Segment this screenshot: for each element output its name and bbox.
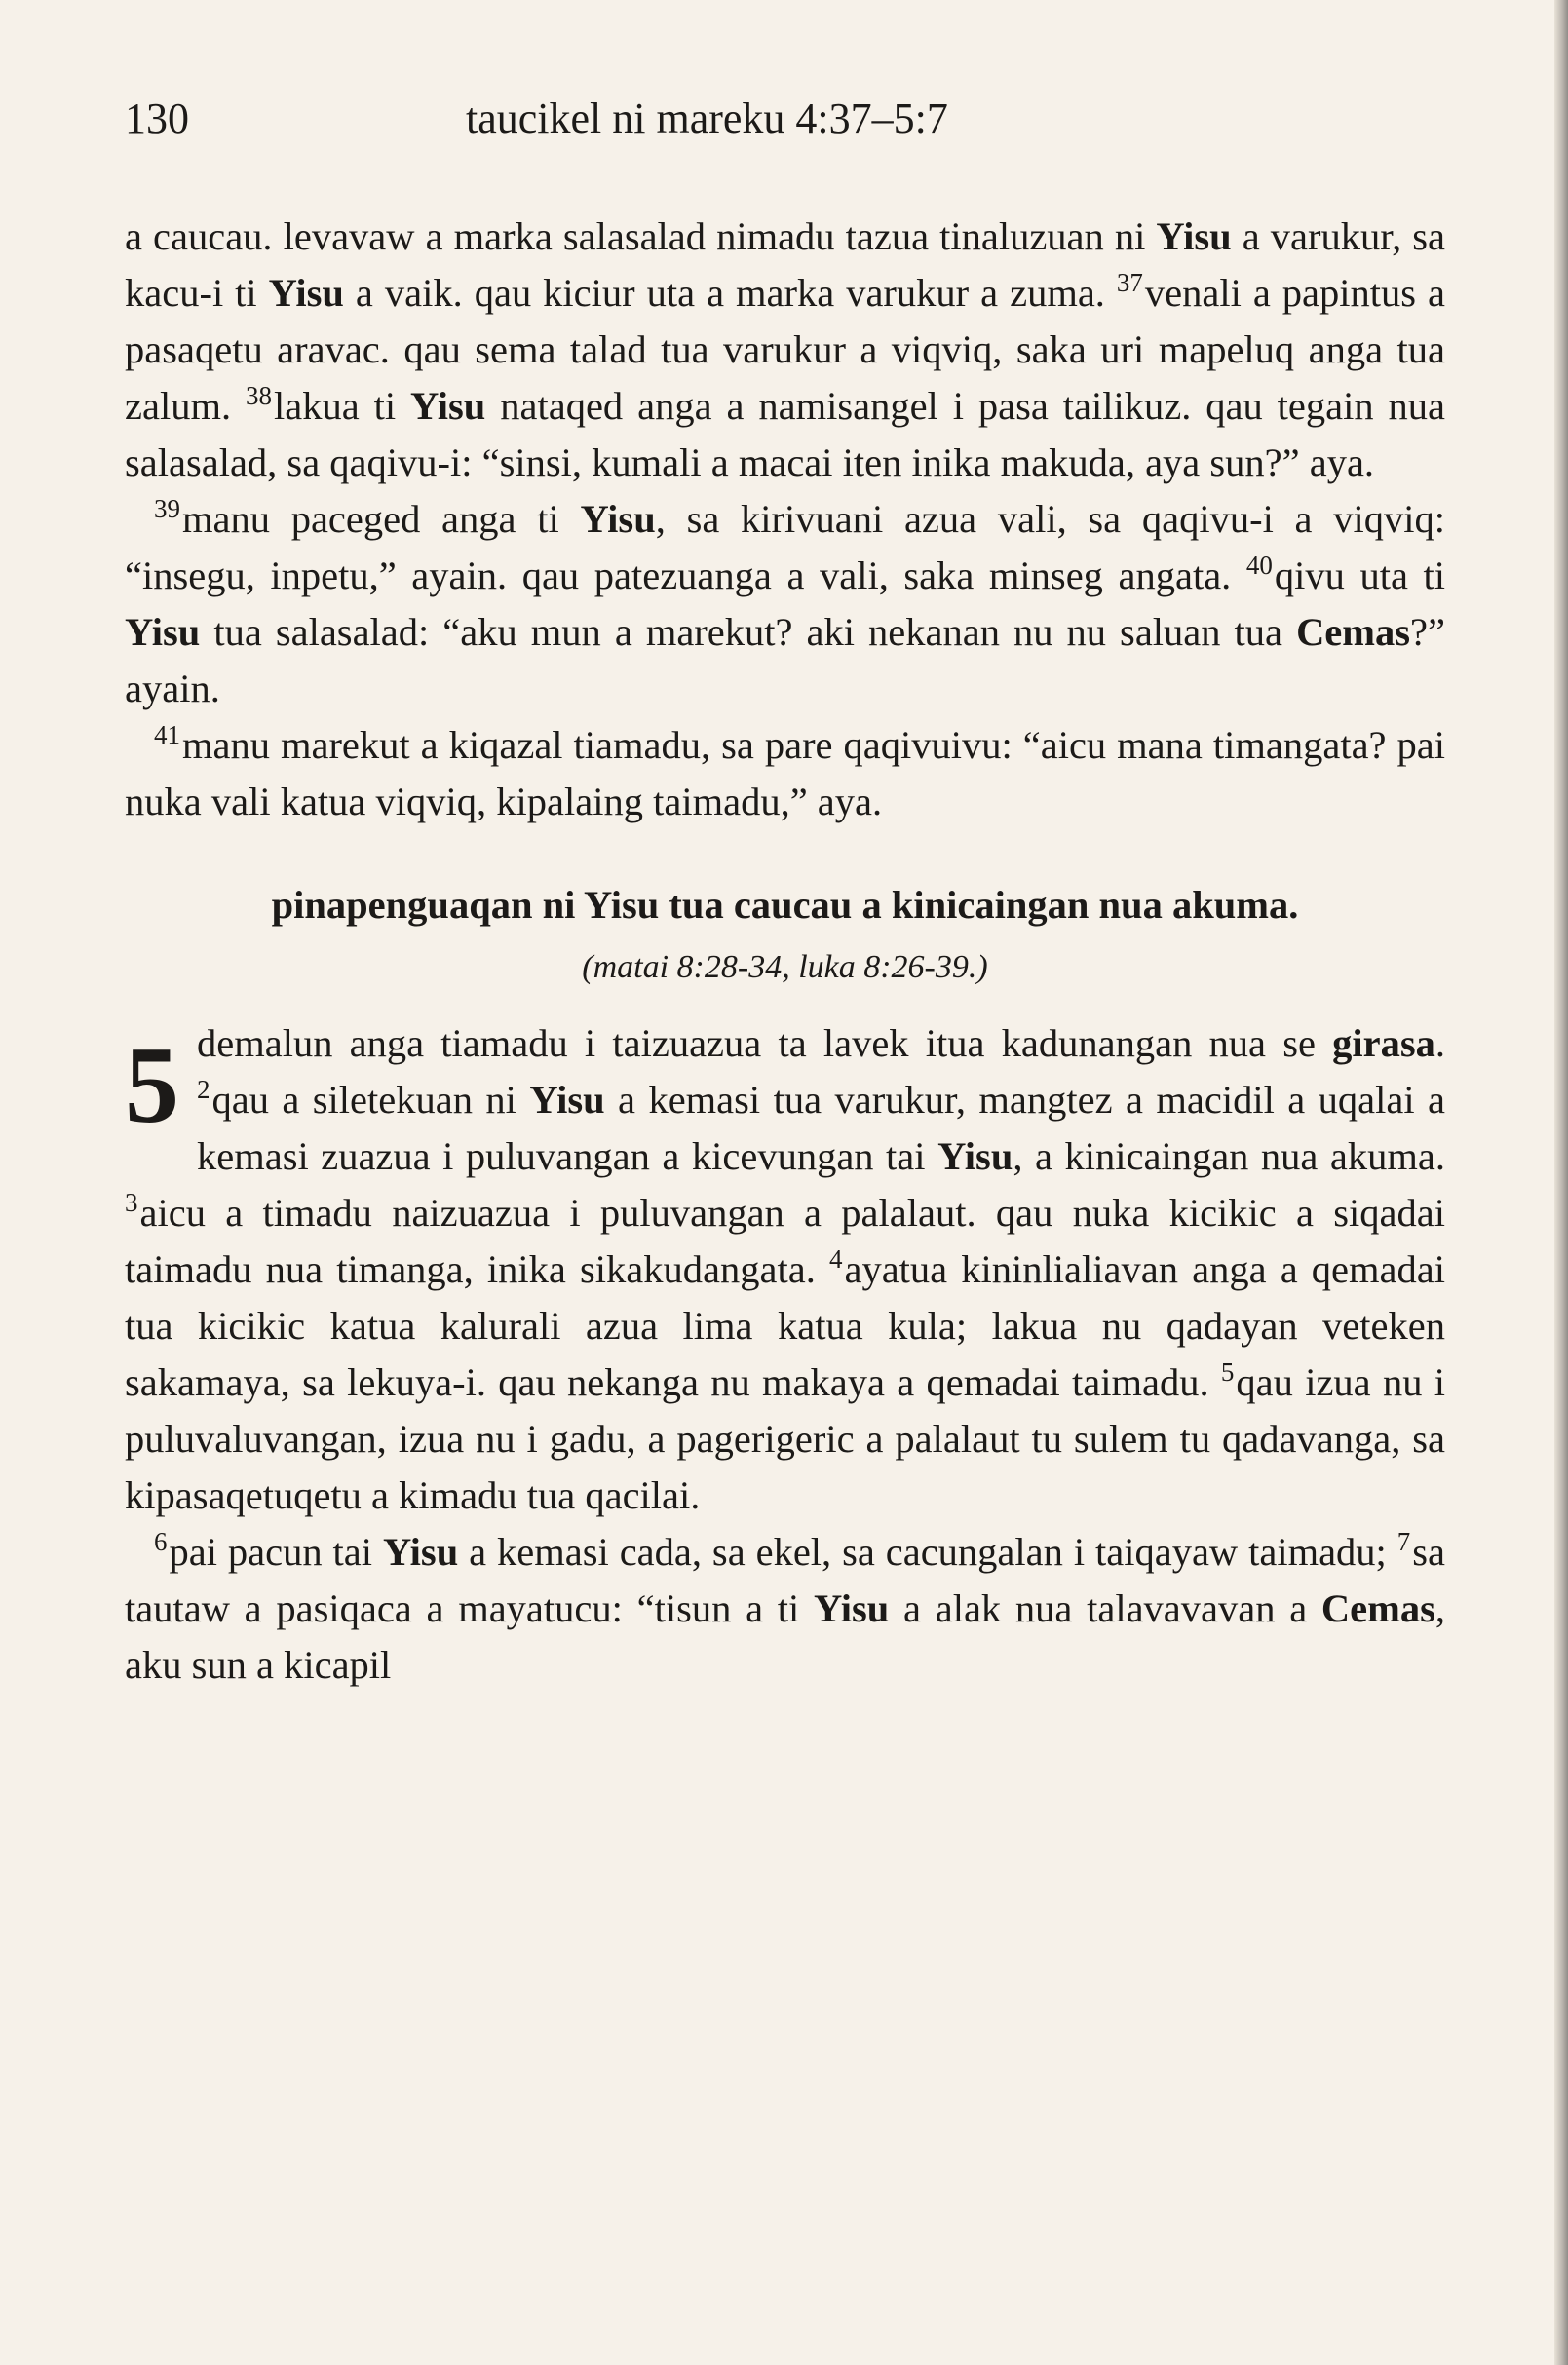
- bold-name: girasa: [1332, 1021, 1435, 1065]
- paragraph: [125, 1524, 1445, 1694]
- verse-number: 41: [154, 720, 180, 750]
- verse-number: 38: [246, 381, 272, 411]
- text-run: a kemasi cada, sa ekel, sa cacungalan i taiqayaw taimadu;: [458, 1530, 1397, 1574]
- page-body: [125, 209, 1445, 1694]
- verse-number: 2: [197, 1075, 210, 1105]
- bold-name: Yisu: [814, 1586, 890, 1630]
- parallel-references: (matai 8:28-34, luka 8:26-39.): [582, 949, 988, 985]
- verse-number: 6: [154, 1527, 168, 1557]
- page-number: 130: [125, 95, 189, 142]
- text-run: qau izua nu i puluvaluvangan, izua nu i gadu, a pagerigeric a palalaut tu sulem tu qadavanga, sa kipasaqetuqetu a kimadu tua qacilai.: [125, 1360, 1446, 1517]
- paragraph: [125, 491, 1445, 717]
- verse-number: 7: [1396, 1527, 1411, 1557]
- text-run: a caucau. levavaw a marka salasalad nimadu tazua tinaluzuan ni: [125, 214, 1157, 258]
- text-run: , sa kirivuani azua vali, sa qaqivu-i a viqviq: “insegu, inpetu,” ayain. qau patezuanga a vali, saka minseg angata.: [125, 497, 1445, 597]
- text-run: nataqed anga a namisangel i pasa tailikuz. qau tegain nua salasalad, sa qaqivu-i: “sinsi, kumali a macai iten inika makuda, aya sun?” aya.: [125, 384, 1445, 484]
- text-run: aicu a timadu naizuazua i puluvangan a palalaut. qau nuka kicikic a siqadai taimadu nua timanga, inika sikakudangata.: [125, 1191, 1445, 1291]
- text-run: venali a papintus a pasaqetu aravac. qau sema talad tua varukur a viqviq, saka uri mapeluq anga tua zalum.: [125, 271, 1445, 428]
- text-run: demalun anga tiamadu i taizuazua ta lavek itua kadunangan nua se: [197, 1021, 1333, 1065]
- paragraph: [125, 209, 1445, 491]
- text-run: , a kinicaingan nua akuma.: [1013, 1134, 1446, 1178]
- text-run: lakua ti: [274, 384, 411, 428]
- section-heading: pinapenguaqan ni Yisu tua caucau a kinicaingan nua akuma.: [271, 883, 1299, 927]
- running-title: taucikel ni mareku 4:37–5:7: [466, 95, 948, 142]
- text-run: ?” ayain.: [125, 610, 1445, 710]
- verse-number: 37: [1116, 268, 1143, 298]
- verse-number: 3: [125, 1188, 138, 1218]
- chapter-start: [125, 1015, 1445, 1524]
- verse-number: 4: [828, 1244, 843, 1275]
- text-run: sa tautaw a pasiqaca a mayatucu: “tisun a ti: [125, 1530, 1445, 1630]
- paragraph: [125, 717, 1445, 830]
- text-run: tua salasalad: “aku mun a marekut? aki nekanan nu nu saluan tua: [200, 610, 1297, 654]
- book-page: [125, 90, 1445, 1694]
- page-edge: [1554, 0, 1568, 2365]
- bold-name: Yisu: [410, 384, 486, 428]
- text-run: ayatua kininlialiavan anga a qemadai tua kicikic katua kalurali azua lima katua kula; lakua nu qadayan veteken sakamaya, sa lekuya-i. qau nekanga nu makaya a qemadai taimadu.: [125, 1247, 1445, 1404]
- bold-name: Cemas: [1320, 1586, 1435, 1630]
- text-run: a kemasi tua varukur, mangtez a macidil a uqalai a kemasi zuazua i puluvangan a kicevungan tai: [197, 1078, 1445, 1178]
- text-run: a vaik. qau kiciur uta a marka varukur a zuma.: [343, 271, 1117, 315]
- chapter-number: 5: [125, 1025, 179, 1146]
- bold-name: Yisu: [1156, 214, 1232, 258]
- verse-number: 5: [1220, 1357, 1235, 1388]
- bold-name: Yisu: [937, 1134, 1013, 1178]
- text-run: manu paceged anga ti: [182, 497, 581, 541]
- text-run: a alak nua talavavavan a: [889, 1586, 1321, 1630]
- text-run: .: [1434, 1021, 1445, 1065]
- text-run: manu marekut a kiqazal tiamadu, sa pare qaqivuivu: “aicu mana timangata? pai nuka vali katua viqviq, kipalaing taimadu,” aya.: [125, 723, 1445, 823]
- text-run: a varukur, sa kacu-i ti: [125, 214, 1446, 315]
- bold-name: Yisu: [268, 271, 344, 315]
- paragraph: [125, 1015, 1445, 1524]
- bold-name: Yisu: [529, 1078, 605, 1122]
- text-run: qivu uta ti: [1274, 553, 1445, 597]
- verse-number: 39: [154, 494, 180, 524]
- page-header: [125, 90, 1445, 148]
- bold-name: Yisu: [125, 610, 201, 654]
- text-run: qau a siletekuan ni: [211, 1078, 530, 1122]
- bold-name: Yisu: [580, 497, 656, 541]
- bold-name: Yisu: [382, 1530, 459, 1574]
- text-run: pai pacun tai: [169, 1530, 383, 1574]
- text-run: , aku sun a kicapil: [125, 1586, 1445, 1687]
- bold-name: Cemas: [1296, 610, 1411, 654]
- verse-number: 40: [1245, 551, 1273, 581]
